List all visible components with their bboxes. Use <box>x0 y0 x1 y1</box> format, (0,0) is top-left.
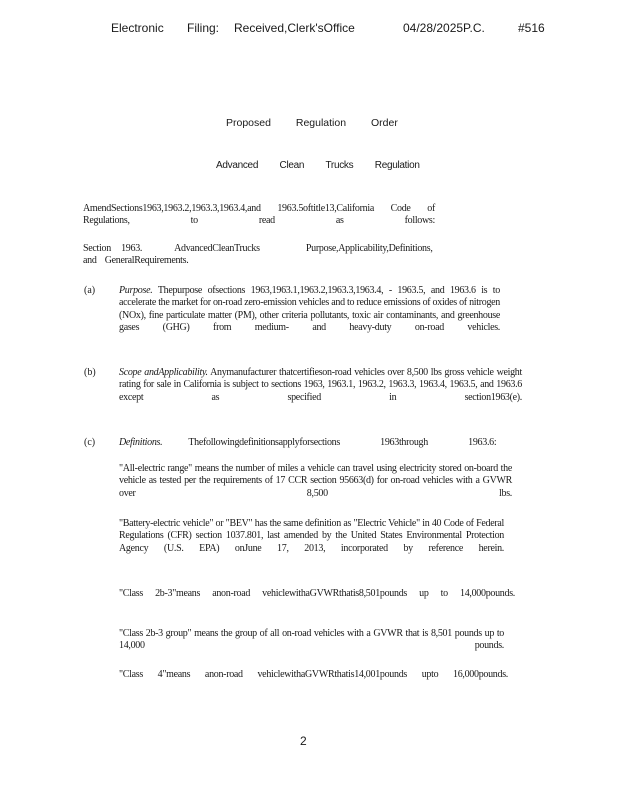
definition-class-2b-3: "Class 2b-3"means anon-road vehiclewithaGVWRthatis8,501pounds up to 14,000pounds. <box>119 588 515 599</box>
definition-all-electric-range: "All-electric range" means the number of miles a vehicle can travel using electricity stored on-board the vehicle as tested per the requirements of 17 CCR section 95663(d) for on-road vehicles with a GVWR over 8,500 lbs. <box>119 463 512 499</box>
definition-class-4: "Class 4"means anon-road vehiclewithaGVWRthatis14,001pounds upto 16,000pounds. <box>119 669 508 680</box>
amend-statement: AmendSections1963,1963.2,1963.3,1963.4,and 1963.5oftitle13,California Code of Regulations, to read as follows: <box>83 203 435 227</box>
header-electronic: Electronic <box>111 21 164 35</box>
document-subtitle: Advanced Clean Trucks Regulation <box>216 160 420 171</box>
header-date: 04/28/2025P.C. <box>403 21 485 35</box>
para-b-heading: Scope andApplicability. <box>119 367 208 378</box>
para-c-text: Thefollowingdefinitionsapplyforsections 1963through 1963.6: <box>188 437 497 448</box>
document-title: Proposed Regulation Order <box>226 117 398 129</box>
header-number: #516 <box>518 21 545 35</box>
para-a <box>119 285 500 334</box>
para-a-label: (a) <box>84 285 96 296</box>
section-heading <box>83 243 463 268</box>
header-received: Received,Clerk'sOffice <box>234 21 355 35</box>
para-a-text: Thepurpose ofsections 1963,1963.1,1963.2,1963.3,1963.4, - 1963.5, and 1963.6 is to accelerate the market for on-road zero-emission vehicles and to reduce emissions of oxides of nitrogen (NOx), fine particulate matter (PM), other criteria pollutants, toxic air contaminants, and greenhouse gases (GHG) from medium- and heavy-duty on-road vehicles. <box>119 285 500 333</box>
page-number: 2 <box>300 734 307 748</box>
section-name: AdvancedCleanTrucks Purpose,Applicability,Definitions, <box>174 243 433 254</box>
para-c <box>119 437 519 449</box>
para-c-heading: Definitions. <box>119 437 163 448</box>
section-number: Section 1963. <box>83 243 143 254</box>
para-b-text: Anymanufacturer thatcertifieson-road vehicles over 8,500 lbs gross vehicle weight rating for sale in California is subject to sections 1963, 1963.1, 1963.2, 1963.3, 1963.4, 1963.5, and 1963.6 except as specified in section1963(e). <box>119 367 522 403</box>
section-heading-rest: and GeneralRequirements. <box>83 255 189 267</box>
para-c-label: (c) <box>84 437 96 448</box>
definition-battery-electric-vehicle: "Battery-electric vehicle" or "BEV" has the same definition as "Electric Vehicle" in 40 Code of Federal Regulations (CFR) section 1037.801, last amended by the United States Environmental Protection Agency (U.S. EPA) onJune 17, 2013, incorporated by reference herein. <box>119 518 504 554</box>
header-filing: Filing: <box>187 21 220 35</box>
para-a-heading: Purpose. <box>119 285 153 296</box>
para-b-label: (b) <box>84 367 96 378</box>
definition-class-2b-3-group: "Class 2b-3 group" means the group of all on-road vehicles with a GVWR that is 8,501 pounds up to 14,000 pounds. <box>119 628 504 652</box>
para-b <box>119 367 522 404</box>
